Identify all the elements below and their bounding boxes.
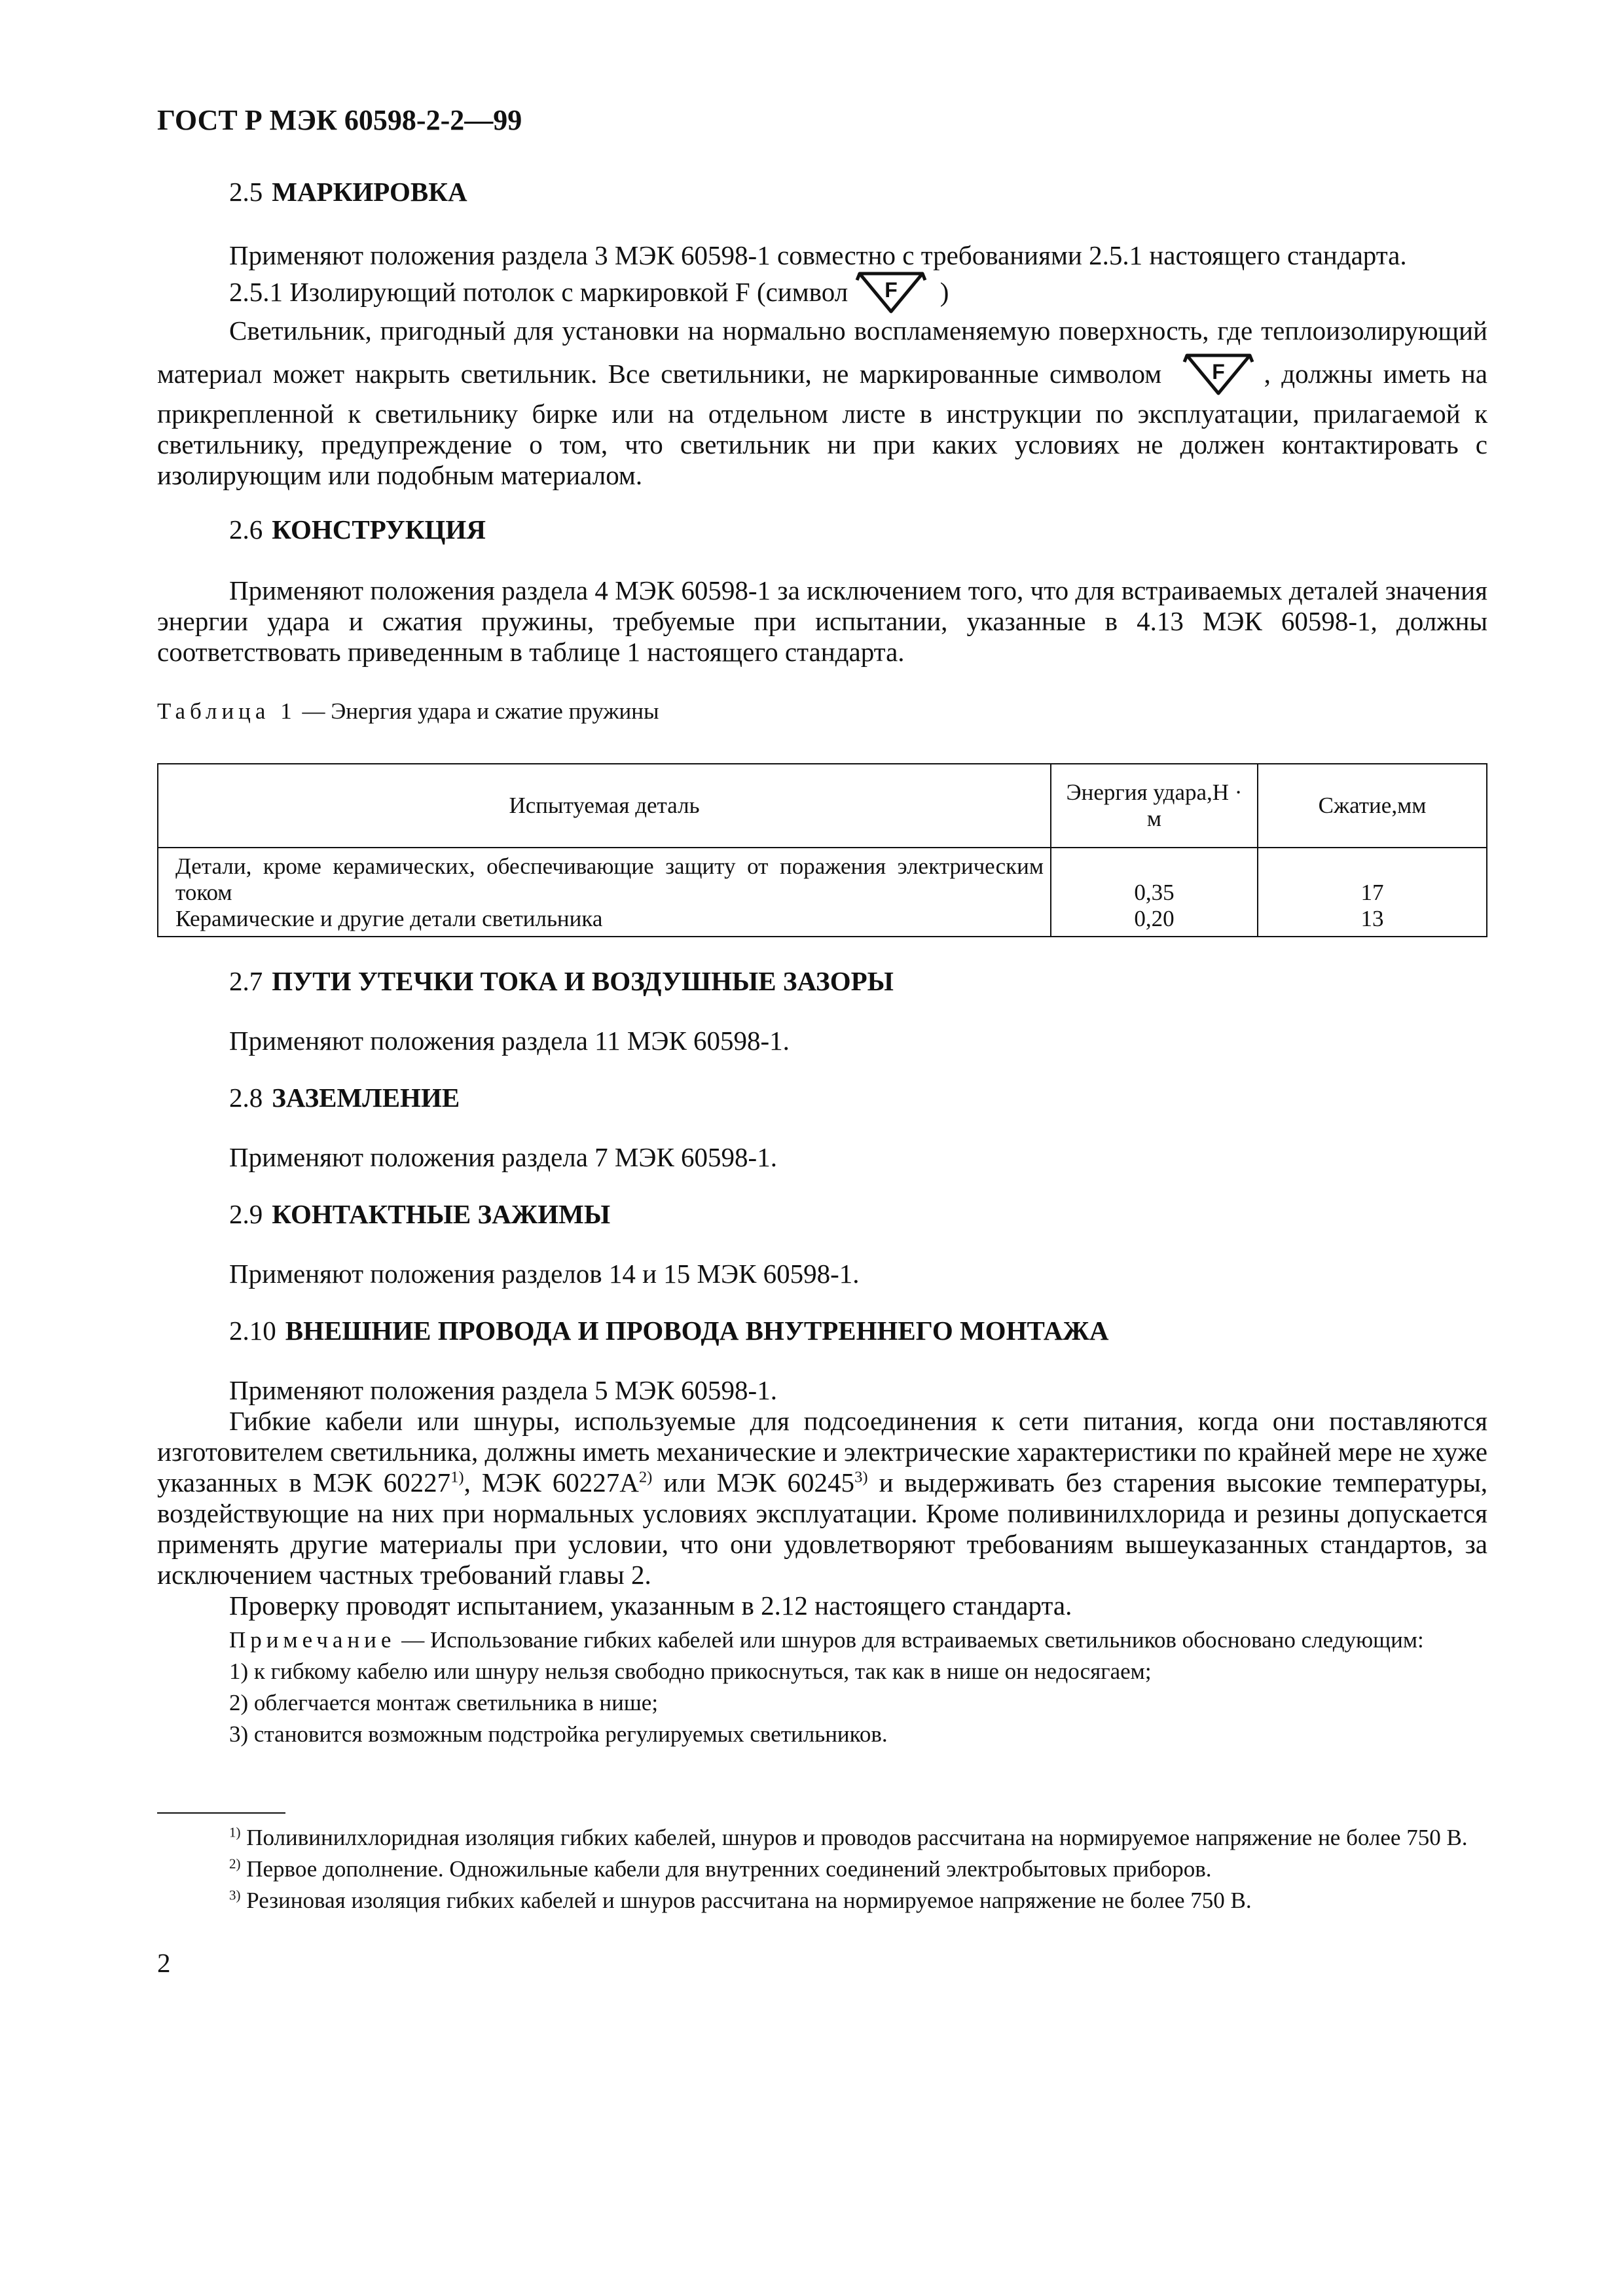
- list-item: 3) становится возможным подстройка регулируемых светильников.: [229, 1721, 888, 1747]
- section-heading-2-9: 2.9 КОНТАКТНЫЕ ЗАЖИМЫ: [229, 1199, 611, 1229]
- table-cell-value: 17: [1360, 880, 1384, 905]
- section-2-10-paragraph-1: Применяют положения раздела 5 МЭК 60598-1.: [229, 1375, 777, 1405]
- section-2-7-paragraph: Применяют положения раздела 11 МЭК 60598-1.: [229, 1026, 790, 1056]
- footnote-1: $^{1)}$ Поливинилхлоридная изоляция гибких кабелей, шнуров и проводов рассчитана на нормируемое напряжение не более 750 В.: [229, 1824, 1468, 1850]
- table-header-row: [158, 764, 1487, 848]
- section-heading-2-10: 2.10 ВНЕШНИЕ ПРОВОДА И ПРОВОДА ВНУТРЕННЕГО МОНТАЖА: [229, 1316, 1109, 1346]
- table-cell-compression: [1258, 848, 1487, 937]
- page-number: 2: [157, 1948, 171, 1978]
- section-heading-2-8: 2.8 ЗАЗЕМЛЕНИЕ: [229, 1083, 460, 1113]
- table-body-row: [158, 848, 1487, 937]
- section-heading-2-5: 2.5 МАРКИРОВКА: [229, 177, 467, 207]
- table-header-cell: Испытуемая деталь: [158, 764, 1051, 848]
- list-item: 1) к гибкому кабелю или шнуру нельзя свободно прикоснуться, так как в нише он недосягаем;: [229, 1659, 1152, 1684]
- page-body: [157, 177, 1487, 1979]
- table-cell-energy: [1051, 848, 1258, 937]
- footnote-separator: [157, 1812, 285, 1814]
- f-mark-letter-inline: F: [1211, 360, 1225, 384]
- section-2-10-paragraph-3: Проверку проводят испытанием, указанным в 2.12 настоящего стандарта.: [229, 1590, 1072, 1621]
- table-header-cell: Энергия удара,Н · м: [1051, 764, 1258, 848]
- table-row: Керамические и другие детали светильника: [175, 906, 603, 931]
- section-2-5-1-paragraph: Светильник, пригодный для установки на нормально воспламеняемую поверхность, где теплоизолирующий материал может накрыть светильник. Все светильники, не маркированные символом F , должны иметь на прикрепленной к светильнику бирке или на отдельном листе в инструкции по эксплуатации, прилагаемой к светильнику, предупреждение о том, что светильник ни при каких условиях не должен контактировать с изолирующим или подобным материалом.: [157, 315, 1488, 490]
- table-cell-value: 0,20: [1134, 906, 1175, 931]
- impact-energy-table: [157, 763, 1487, 937]
- section-2-9-paragraph: Применяют положения разделов 14 и 15 МЭК 60598-1.: [229, 1259, 860, 1289]
- table-cell-part: [158, 848, 1051, 937]
- document-header: ГОСТ Р МЭК 60598-2-2—99: [157, 104, 522, 136]
- subsection-2-5-1-heading: 2.5.1 Изолирующий потолок с маркировкой F (символ F ): [157, 271, 1487, 317]
- section-2-8-paragraph: Применяют положения раздела 7 МЭК 60598-1.: [229, 1142, 777, 1172]
- table-caption: Таблица 1 — Энергия удара и сжатие пружины: [157, 698, 659, 724]
- note-paragraph: Примечание — Использование гибких кабелей или шнуров для встраиваемых светильников обосновано следующим:: [229, 1627, 1424, 1653]
- f-mark-letter: F: [884, 278, 898, 302]
- footnote-2: $^{2)}$ Первое дополнение. Одножильные кабели для внутренних соединений электробытовых приборов.: [229, 1856, 1212, 1882]
- section-heading-2-7: 2.7 ПУТИ УТЕЧКИ ТОКА И ВОЗДУШНЫЕ ЗАЗОРЫ: [229, 966, 894, 996]
- table-header-cell: Сжатие,мм: [1258, 764, 1487, 848]
- footnote-3: $^{3)}$ Резиновая изоляция гибких кабелей и шнуров рассчитана на нормируемое напряжение не более 750 В.: [229, 1887, 1252, 1913]
- list-item: 2) облегчается монтаж светильника в нише;: [229, 1690, 659, 1715]
- section-2-5-paragraph: Применяют положения раздела 3 МЭК 60598-1 совместно с требованиями 2.5.1 настоящего стандарта.: [229, 240, 1407, 270]
- table-cell-value: 0,35: [1134, 880, 1175, 905]
- table-row: Детали, кроме керамических, обеспечивающие защиту от поражения электрическим током: [175, 853, 1044, 905]
- table-cell-value: 13: [1360, 906, 1384, 931]
- f-mark-symbol-icon: [854, 271, 928, 317]
- section-2-10-paragraph-2: Гибкие кабели или шнуры, используемые для подсоединения к сети питания, когда они поставляются изготовителем светильника, должны иметь механические и электрические характеристики по крайней мере не хуже указанных в МЭК 60227$^{1)}$, МЭК $60227А^{2)}$ или МЭК 60245$^{3)}$ и выдерживать без старения высокие температуры, воздействующие на них при нормальных условиях эксплуатации. Кроме поливинилхлорида и резины допускается применять другие материалы при условии, что они удовлетворяют требованиям вышеуказанных стандартов, за исключением частных требований главы 2.: [157, 1406, 1487, 1590]
- section-2-6-paragraph: Применяют положения раздела 4 МЭК 60598-1 за исключением того, что для встраиваемых деталей значения энергии удара и сжатия пружины, требуемые при испытании, указанные в 4.13 МЭК 60598-1, должны соответствовать приведенным в таблице 1 настоящего стандарта.: [157, 575, 1487, 667]
- f-mark-symbol-icon-inline: [1182, 353, 1255, 399]
- section-heading-2-6: 2.6 КОНСТРУКЦИЯ: [229, 514, 486, 545]
